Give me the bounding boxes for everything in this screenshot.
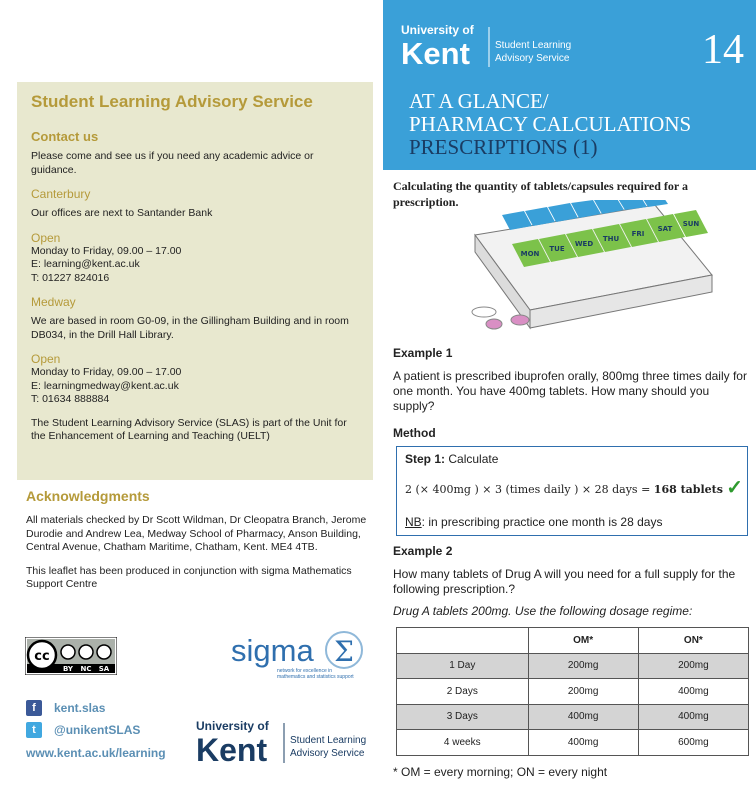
creative-commons-logo xyxy=(25,637,117,675)
cc-sa: SA xyxy=(98,665,110,673)
pill-organiser-illustration xyxy=(470,200,715,335)
contact-text: Please come and see us if you need any academic advice or guidance. xyxy=(31,150,314,176)
medway-text: We are based in room G0-09, in the Gillingham Building and in room DB034, in the Drill Hall Library. xyxy=(31,315,349,341)
svg-text:Advisory Service: Advisory Service xyxy=(290,748,365,759)
svg-text:TUE: TUE xyxy=(549,245,565,253)
method-heading: Method xyxy=(393,426,436,440)
contact-heading: Contact us xyxy=(31,129,99,144)
canterbury-email[interactable]: E: learning@kent.ac.uk xyxy=(31,258,140,270)
svg-text:WED: WED xyxy=(574,240,594,248)
twitter-icon[interactable]: t xyxy=(26,722,42,738)
table-header-row: OM* ON* xyxy=(397,628,749,654)
sigma-tagline-1: network for excellence in xyxy=(277,668,333,674)
canterbury-phone: T: 01227 824016 xyxy=(31,271,110,284)
svg-text:Σ: Σ xyxy=(334,635,354,668)
medway-phone: T: 01634 888884 xyxy=(31,393,110,405)
checkmark-icon: ✓ xyxy=(726,477,743,499)
ack-title: Acknowledgments xyxy=(26,488,150,504)
svg-text:FRI: FRI xyxy=(631,230,645,238)
leaflet-subtitle: PRESCRIPTIONS (1) xyxy=(409,135,598,159)
university-of-kent-logo-bottom xyxy=(196,717,372,767)
calculation-formula: 2 (× 400mg ) × 3 (times daily ) × 28 days = 168 tablets xyxy=(405,483,723,496)
table-row: 4 weeks 400mg 600mg xyxy=(397,730,749,756)
acknowledgments-section xyxy=(26,488,371,592)
leaflet-title xyxy=(409,90,691,136)
medway-email[interactable]: E: learningmedway@kent.ac.uk xyxy=(31,379,179,392)
svg-text:University of: University of xyxy=(196,719,269,733)
table-row: 3 Days 400mg 400mg xyxy=(397,704,749,730)
ack-text: All materials checked by Dr Scott Wildman, Dr Cleopatra Branch, Jerome Durodie and Andrew Lea, Medway School of Pharmacy, Anson Building, Central Avenue, Chatham Maritime, Chatham, Kent. ME4 4TB. xyxy=(26,514,367,553)
ack-text-sigma: This leaflet has been produced in conjunction with sigma Mathematics Support Centre xyxy=(26,564,352,590)
canterbury-open-heading: Open xyxy=(31,230,61,245)
university-of-kent-logo-top xyxy=(401,22,577,70)
svg-text:SAT: SAT xyxy=(657,225,673,233)
sigma-logo xyxy=(231,628,369,680)
svg-text:Student Learning: Student Learning xyxy=(495,40,572,51)
example-1-text: A patient is prescribed ibuprofen orally, 800mg three times daily for one month. You have 400mg tablets. How many should you supply? xyxy=(393,369,747,413)
medway-heading: Medway xyxy=(31,295,76,309)
svg-text:Advisory Service: Advisory Service xyxy=(495,53,570,64)
social-links xyxy=(26,697,140,741)
leaflet-number: 14 xyxy=(702,27,744,73)
slas-contact-panel xyxy=(17,82,373,480)
intro-text: Calculating the quantity of tablets/capsules required for a prescription. xyxy=(393,179,689,209)
website-link[interactable]: www.kent.ac.uk/learning xyxy=(26,746,166,760)
example-2-text: How many tablets of Drug A will you need for a full supply for the following prescription.? xyxy=(393,567,736,596)
dosage-table xyxy=(396,627,749,756)
twitter-link[interactable]: @unikentSLAS xyxy=(54,723,141,737)
slas-note: The Student Learning Advisory Service (SLAS) is part of the Unit for the Enhancement of Learning and Teaching (UELT) xyxy=(31,416,347,442)
footnote: * OM = every morning; ON = every night xyxy=(393,765,608,779)
facebook-icon[interactable]: f xyxy=(26,700,42,716)
cc-nc: NC xyxy=(80,665,92,673)
leaflet-header xyxy=(383,0,756,170)
table-row: 2 Days 200mg 400mg xyxy=(397,679,749,705)
method-box xyxy=(396,446,748,536)
svg-text:Kent: Kent xyxy=(196,732,268,767)
title-line-1: AT A GLANCE/ xyxy=(409,89,549,113)
svg-text:MON: MON xyxy=(520,250,540,258)
svg-text:Kent: Kent xyxy=(401,36,470,70)
table-row: 1 Day 200mg 200mg xyxy=(397,653,749,679)
sigma-wordmark: sigma xyxy=(231,633,314,668)
canterbury-hours: Monday to Friday, 09.00 – 17.00 xyxy=(31,244,182,257)
medway-open-heading: Open xyxy=(31,352,61,366)
cc-by: BY xyxy=(62,665,74,673)
canterbury-heading: Canterbury xyxy=(31,187,91,201)
svg-text:SUN: SUN xyxy=(682,220,700,228)
svg-text:cc: cc xyxy=(34,649,50,664)
example-1-heading: Example 1 xyxy=(393,346,453,360)
example-2-heading: Example 2 xyxy=(393,544,453,558)
medway-hours: Monday to Friday, 09.00 – 17.00 xyxy=(31,366,182,378)
panel-title: Student Learning Advisory Service xyxy=(31,92,313,111)
svg-text:THU: THU xyxy=(602,235,620,243)
example-2-instruction: Drug A tablets 200mg. Use the following dosage regime: xyxy=(393,604,693,618)
svg-text:Student Learning: Student Learning xyxy=(290,735,367,746)
title-line-2: PHARMACY CALCULATIONS xyxy=(409,112,692,136)
sigma-tagline-2: mathematics and statistics support xyxy=(277,674,354,680)
step-1: Step 1: Calculate xyxy=(405,452,499,466)
nb-note: NB: in prescribing practice one month is 28 days xyxy=(405,515,663,529)
svg-text:University of: University of xyxy=(401,23,474,37)
facebook-link[interactable]: kent.slas xyxy=(54,701,106,715)
canterbury-text: Our offices are next to Santander Bank xyxy=(31,207,213,219)
